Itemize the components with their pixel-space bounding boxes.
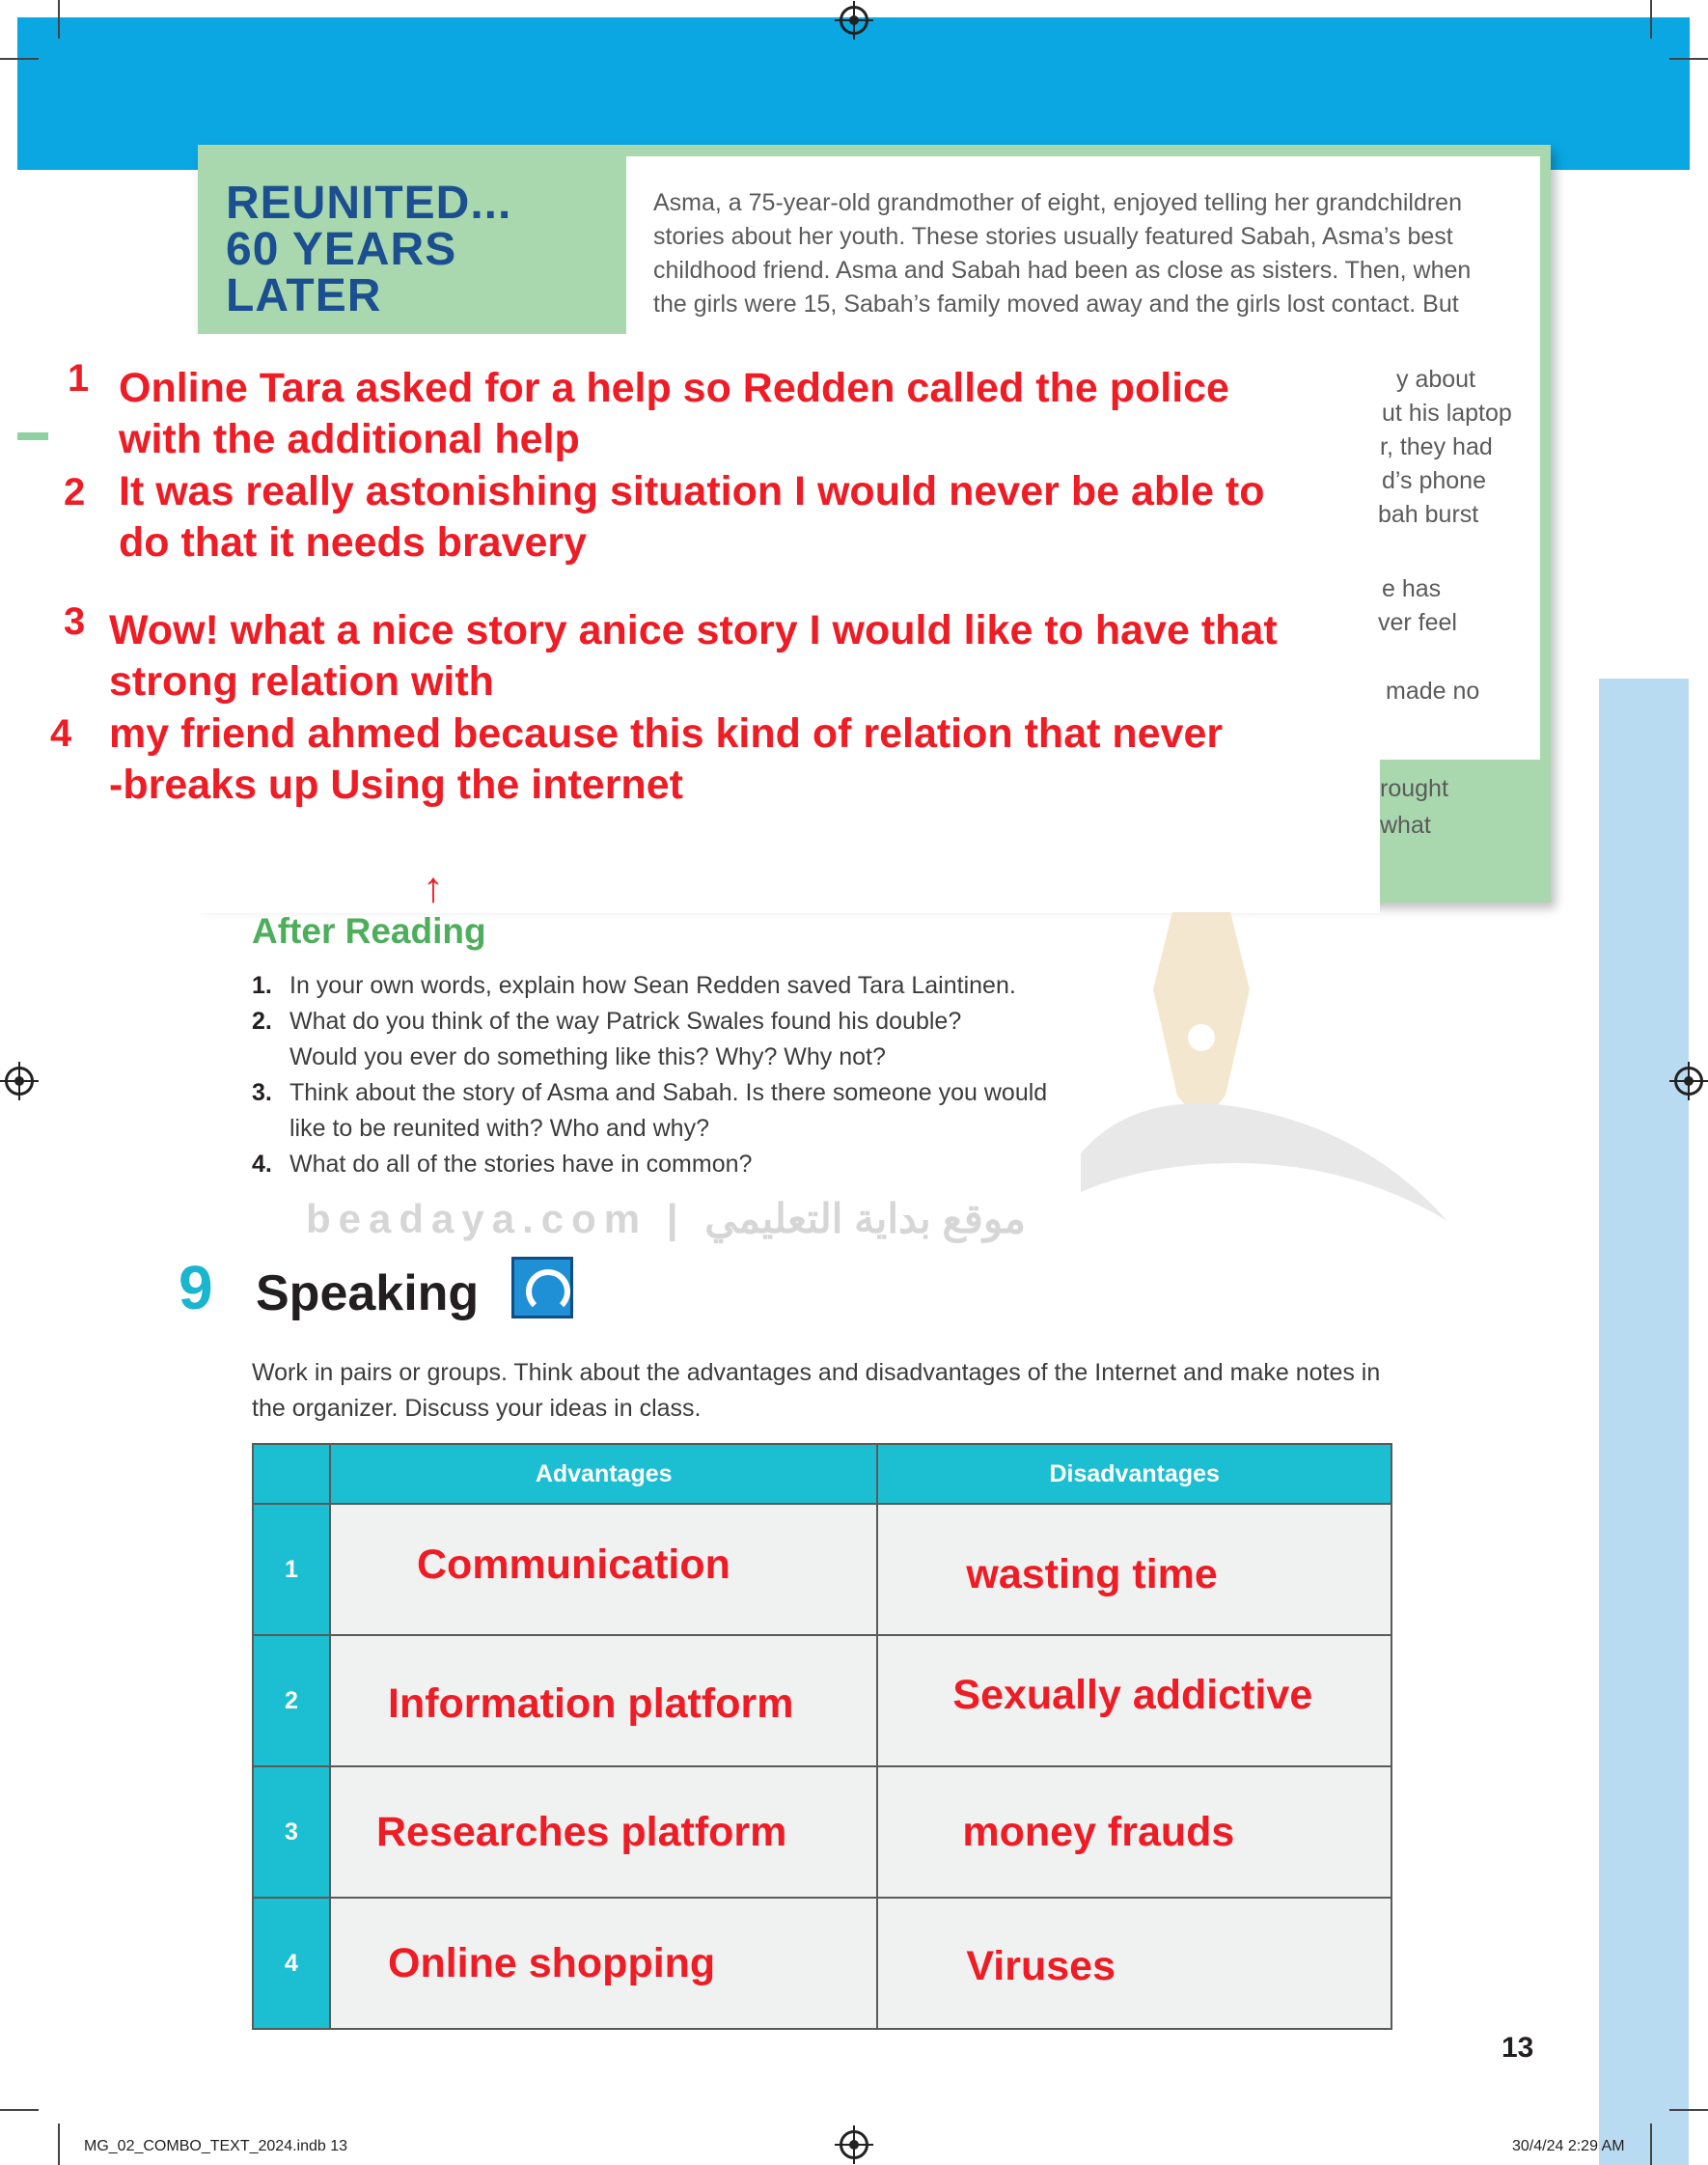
registration-mark-icon xyxy=(840,6,868,35)
article-fragment: bah burst xyxy=(1378,501,1479,528)
row-number: 3 xyxy=(253,1766,330,1898)
paragraph-line: childhood friend. Asma and Sabah had been as close as sisters. Then, when xyxy=(653,257,1472,284)
answer-number: 3 xyxy=(64,600,86,643)
question-text xyxy=(289,1075,1047,1147)
green-tab xyxy=(17,432,48,440)
side-color-band xyxy=(1599,679,1689,2165)
advantage-cell[interactable] xyxy=(330,1635,877,1766)
answer-line: Wow! what a nice story anice story I would like to have that xyxy=(109,607,1278,653)
row-number: 1 xyxy=(253,1504,330,1635)
answer-line: with the additional help xyxy=(119,416,580,462)
advantage-text: Researches platform xyxy=(376,1808,787,1855)
question-line: What do you think of the way Patrick Swales found his double? xyxy=(289,1008,962,1035)
answer-number: 4 xyxy=(50,712,72,755)
disadvantage-cell[interactable] xyxy=(877,1504,1391,1635)
question-line: Would you ever do something like this? Why? Why not? xyxy=(289,1043,886,1070)
question-text xyxy=(289,1147,752,1182)
question-number: 3. xyxy=(252,1079,272,1106)
crop-mark xyxy=(1650,2123,1652,2165)
question-number: 2. xyxy=(252,1008,272,1035)
article-fragment: d’s phone xyxy=(1382,467,1486,494)
crop-mark xyxy=(0,58,39,60)
after-reading-heading: After Reading xyxy=(252,911,486,951)
question-line: Think about the story of Asma and Sabah. Is there someone you would xyxy=(289,1079,1048,1106)
title-line: 60 YEARS xyxy=(226,224,457,275)
article-fragment: made no xyxy=(1386,678,1480,705)
answer-line: It was really astonishing situation I would never be able to xyxy=(119,468,1265,514)
answer-number: 2 xyxy=(64,471,86,513)
advantage-text: Communication xyxy=(417,1540,730,1588)
answer-3 xyxy=(109,605,1278,708)
article-fragment: r, they had xyxy=(1380,433,1493,460)
registration-mark-icon xyxy=(5,1067,34,1096)
answer-4 xyxy=(109,708,1223,811)
section-number: 9 xyxy=(179,1253,213,1322)
after-reading-questions xyxy=(252,968,1120,1182)
disadvantage-text: Sexually addictive xyxy=(952,1671,1313,1718)
table-header-row xyxy=(253,1444,1391,1504)
table-header-corner xyxy=(253,1444,330,1504)
question-number: 4. xyxy=(252,1151,272,1178)
header-disadvantages: Disadvantages xyxy=(877,1444,1391,1504)
row-number: 2 xyxy=(253,1635,330,1766)
answer-line: -breaks up Using the internet xyxy=(109,762,683,808)
title-line: REUNITED... xyxy=(226,178,512,229)
disadvantage-text: Viruses xyxy=(966,1942,1116,1989)
section-instructions: Work in pairs or groups. Think about the advantages and disadvantages of the Internet and make notes in the organizer. Discuss your ideas in class. xyxy=(252,1359,1381,1422)
print-timestamp: 30/4/24 2:29 AM xyxy=(1512,2138,1625,2154)
advantage-text: Online shopping xyxy=(388,1939,716,1986)
disadvantage-text: wasting time xyxy=(966,1550,1218,1597)
title-line: LATER xyxy=(226,270,382,321)
question-item xyxy=(252,1075,1120,1147)
article-fragment: what xyxy=(1380,812,1431,839)
article-fragment: y about xyxy=(1396,366,1476,393)
answer-line: do that it needs bravery xyxy=(119,519,588,566)
question-text xyxy=(289,968,1016,1004)
article-fragment: rought xyxy=(1380,775,1448,802)
question-line: like to be reunited with? Who and why? xyxy=(289,1115,709,1142)
disadvantage-cell[interactable] xyxy=(877,1898,1391,2029)
question-line: What do all of the stories have in common? xyxy=(289,1151,753,1178)
registration-mark-icon xyxy=(840,2130,868,2159)
discussion-icon xyxy=(511,1257,573,1318)
question-item xyxy=(252,1147,1120,1182)
pen-nib-watermark-icon xyxy=(1081,902,1447,1231)
question-item xyxy=(252,1004,1120,1075)
registration-mark-icon xyxy=(1674,1067,1703,1096)
arrow-up-icon: ↑ xyxy=(423,864,444,911)
article-fragment: e has xyxy=(1382,575,1442,602)
crop-mark xyxy=(58,0,60,39)
disadvantage-cell[interactable] xyxy=(877,1635,1391,1766)
answer-1 xyxy=(119,363,1229,465)
answer-number: 1 xyxy=(68,357,90,400)
crop-mark xyxy=(58,2123,60,2165)
answer-2 xyxy=(119,466,1265,569)
paragraph-line: Asma, a 75-year-old grandmother of eight, enjoyed telling her grandchildren xyxy=(653,189,1462,216)
paragraph-line: the girls were 15, Sabah’s family moved away and the girls lost contact. But xyxy=(653,291,1459,318)
organizer-table xyxy=(252,1443,1392,2030)
question-text xyxy=(289,1004,961,1075)
crop-mark xyxy=(1669,58,1708,60)
row-number: 4 xyxy=(253,1898,330,2029)
table-row xyxy=(253,1635,1391,1766)
paragraph-line: stories about her youth. These stories usually featured Sabah, Asma’s best xyxy=(653,223,1453,250)
file-slug: MG_02_COMBO_TEXT_2024.indb 13 xyxy=(84,2138,348,2154)
table-row xyxy=(253,1766,1391,1898)
advantage-text: Information platform xyxy=(388,1679,794,1727)
crop-mark xyxy=(1650,0,1652,39)
question-number: 1. xyxy=(252,972,272,999)
table-row xyxy=(253,1504,1391,1635)
article-fragment: ut his laptop xyxy=(1382,400,1512,427)
article-paragraph xyxy=(653,186,1527,321)
answer-line: strong relation with xyxy=(109,658,494,705)
article-fragment: ver feel xyxy=(1378,609,1457,636)
disadvantage-cell[interactable] xyxy=(877,1766,1391,1898)
section-title: Speaking xyxy=(256,1265,480,1321)
question-item xyxy=(252,968,1120,1004)
advantage-cell[interactable] xyxy=(330,1898,877,2029)
advantage-cell[interactable] xyxy=(330,1766,877,1898)
advantage-cell[interactable] xyxy=(330,1504,877,1635)
answer-line: Online Tara asked for a help so Redden called the police xyxy=(119,365,1229,411)
answer-line: my friend ahmed because this kind of relation that never xyxy=(109,710,1224,757)
header-advantages: Advantages xyxy=(330,1444,877,1504)
page-number: 13 xyxy=(1501,2032,1534,2064)
article-title xyxy=(226,180,631,319)
crop-mark xyxy=(0,2109,39,2111)
question-line: In your own words, explain how Sean Redden saved Tara Laintinen. xyxy=(289,972,1016,999)
table-row xyxy=(253,1898,1391,2029)
crop-mark xyxy=(1669,2109,1708,2111)
watermark-text: beadaya.com | موقع بداية التعليمي xyxy=(305,1196,1027,1241)
disadvantage-text: money frauds xyxy=(962,1808,1235,1855)
